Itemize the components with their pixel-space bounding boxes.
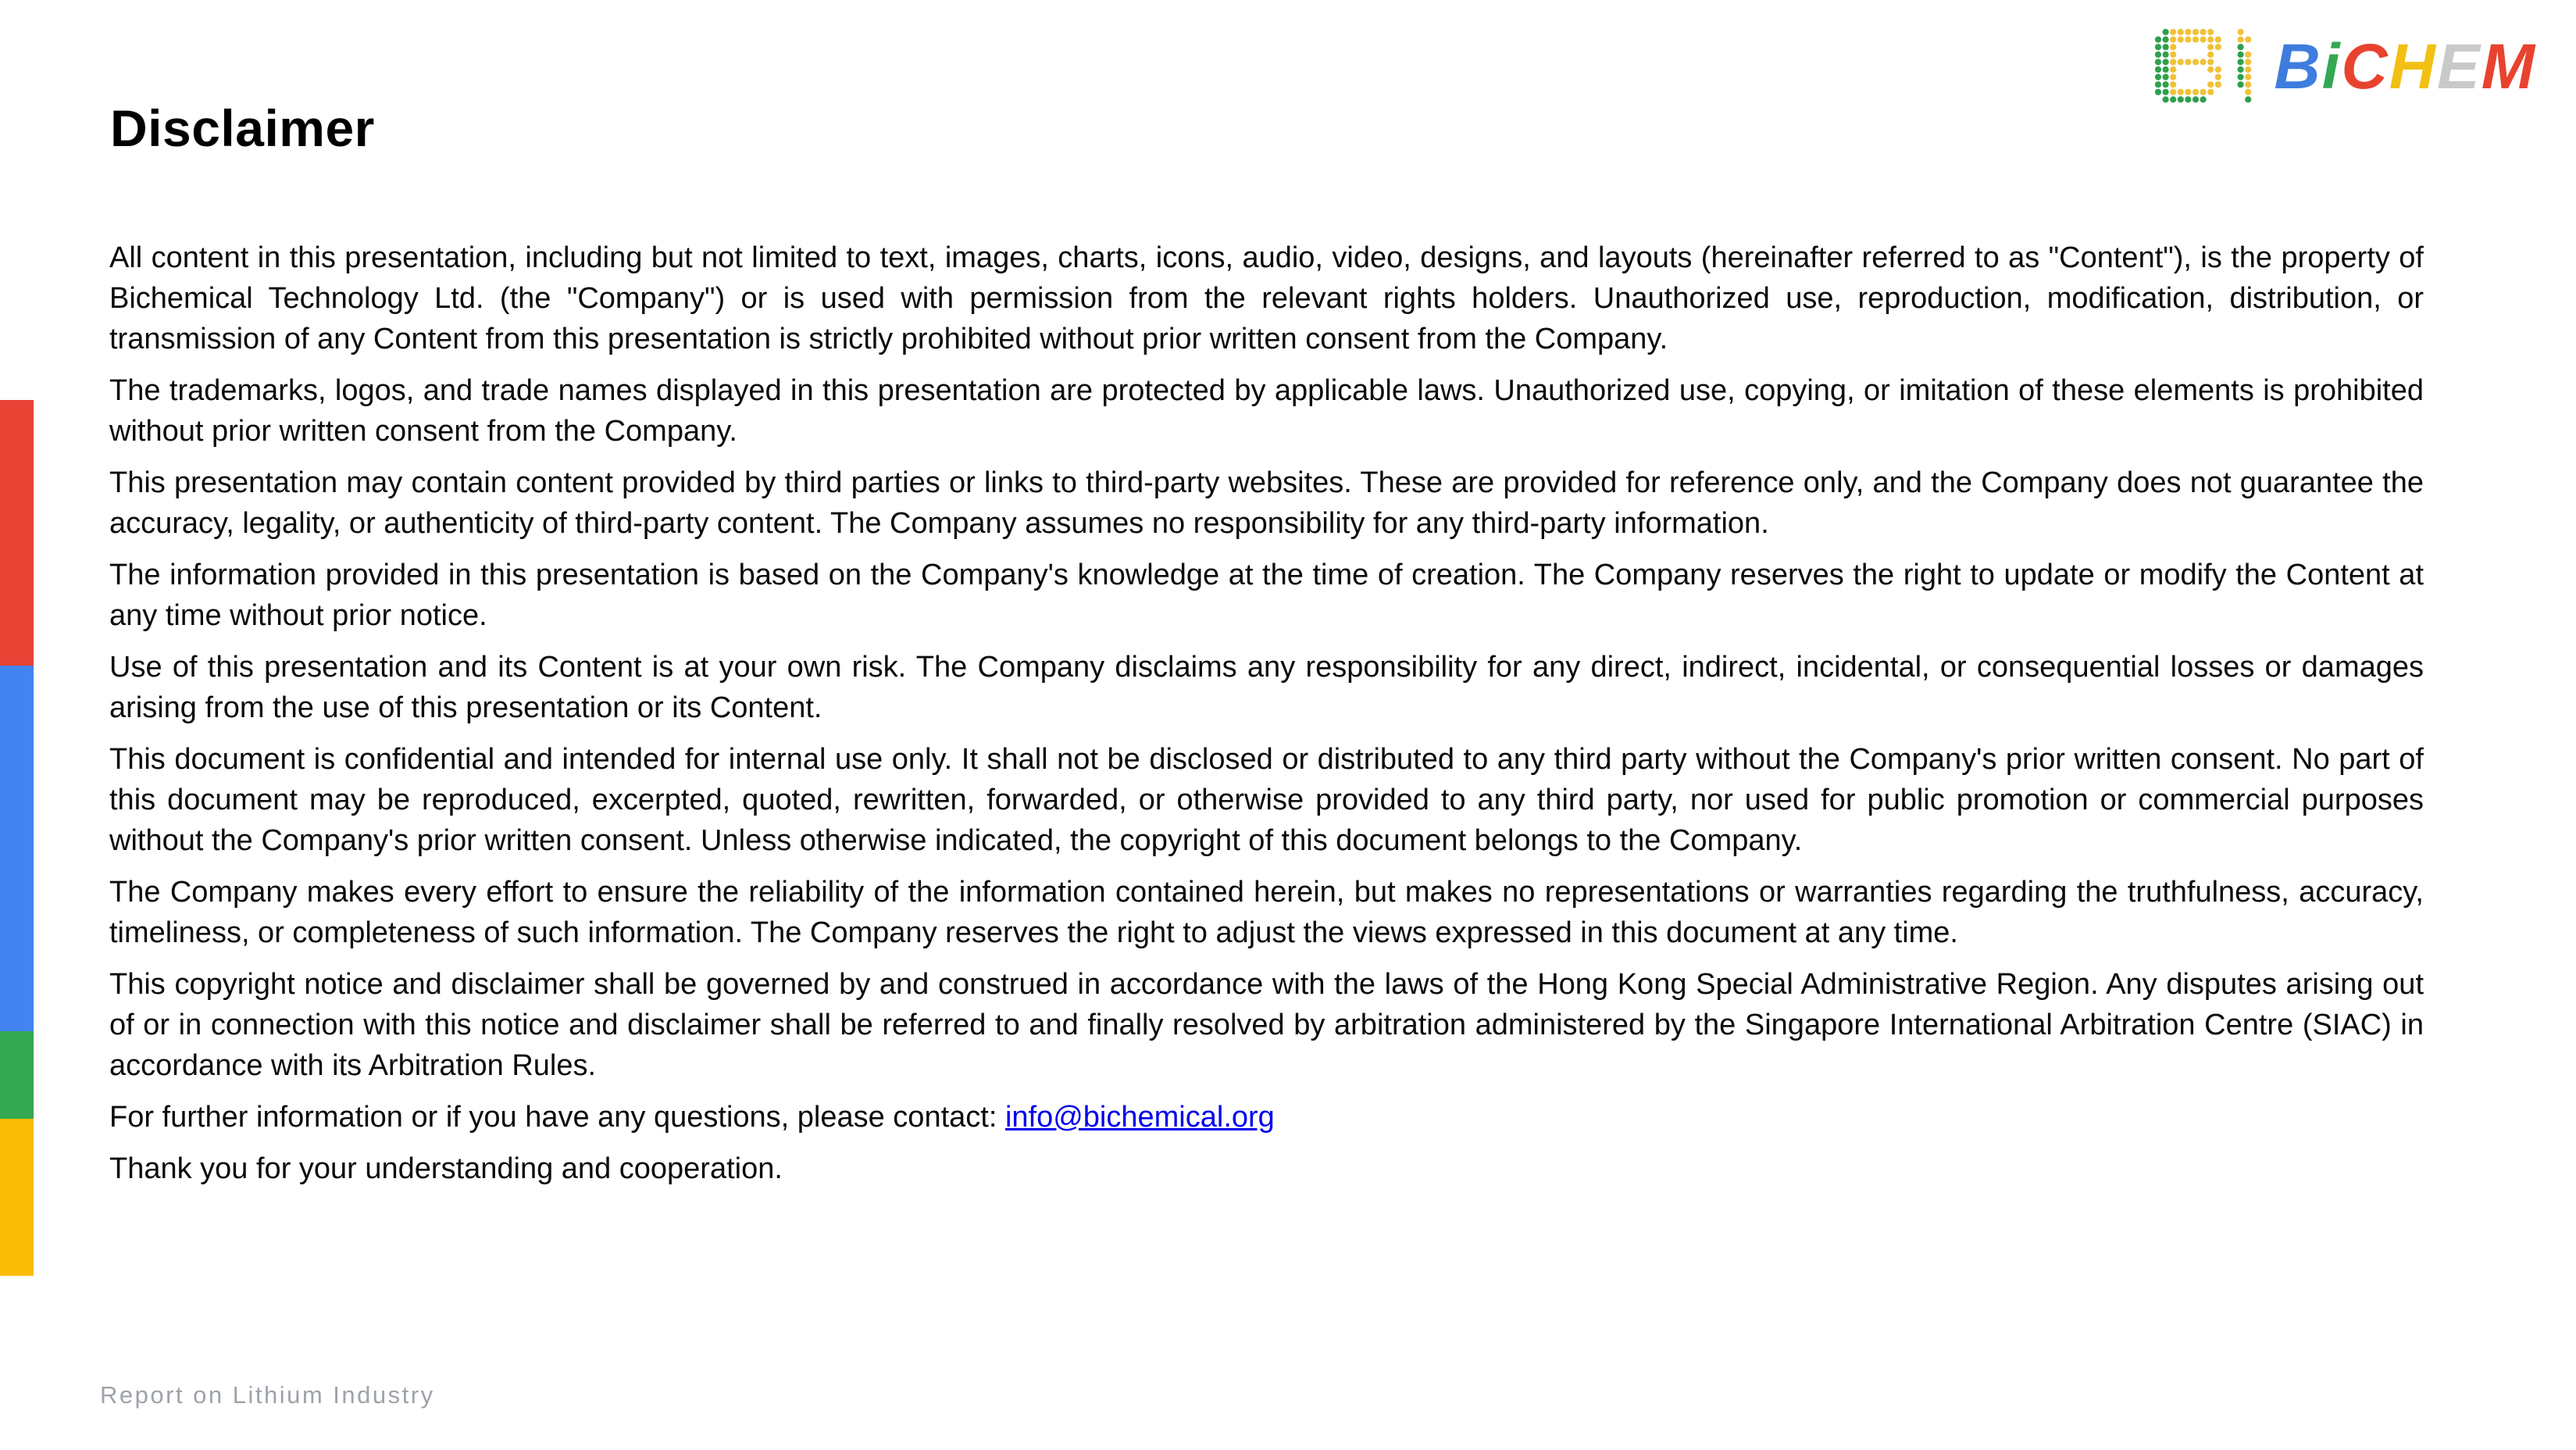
bichem-logo-mark-icon: [2154, 28, 2259, 106]
disclaimer-paragraph-knowledge: The information provided in this presentation is based on the Company's knowledge at the time of creation. The Company reserves the right to update or modify the Content at any time without prior notice.: [109, 559, 2424, 632]
wordmark-letter: C: [2341, 31, 2389, 102]
disclaimer-paragraph-closing: Thank you for your understanding and cooperation.: [109, 1152, 783, 1185]
wordmark-letter: i: [2321, 31, 2342, 102]
contact-email-link[interactable]: info@bichemical.org: [1004, 1101, 1275, 1134]
disclaimer-paragraph-confidential: This document is confidential and intended for internal use only. It shall not be disclosed or distributed to any third party without the Company's prior written consent. No part of this document may be reproduced, excerpted, quoted, rewritten, forwarded, or otherwise provided to any third party, nor used for public promotion or commercial purposes without the Company's prior written consent. Unless otherwise indicated, the copyright of this document belongs to the Company.: [109, 743, 2424, 857]
disclaimer-paragraph-third-party: This presentation may contain content provided by third parties or links to third-party websites. These are provided for reference only, and the Company does not guarantee the accuracy, legality, or authenticity of third-party content. The Company assumes no responsibility for any third-party information.: [109, 466, 2424, 540]
disclaimer-paragraph-reliability: The Company makes every effort to ensure the reliability of the information contained herein, but makes no representations or warranties regarding the truthfulness, accuracy, timeliness, or completeness of such information. The Company reserves the right to adjust the views expressed in this document at any time.: [109, 876, 2424, 949]
footer-report-label: Report on Lithium Industry: [100, 1381, 435, 1409]
disclaimer-paragraph-own-risk: Use of this presentation and its Content is at your own risk. The Company disclaims any responsibility for any direct, indirect, incidental, or consequential losses or damages arising from the use of this presentation or its Content.: [109, 651, 2424, 724]
disclaimer-paragraph-content-ownership: All content in this presentation, including but not limited to text, images, charts, icons, audio, video, designs, and layouts (hereinafter referred to as "Content"), is the property of Bichemical Technology Ltd. (the "Company") or is used with permission from the relevant rights holders. Unauthorized use, reproduction, modification, distribution, or transmission of any Content from this presentation is strictly prohibited without prior written consent from the Company.: [109, 241, 2424, 355]
contact-prefix-text: For further information or if you have any questions, please contact:: [109, 1101, 1005, 1134]
bichem-wordmark: [2275, 28, 2536, 106]
bichem-logo: [2154, 28, 2536, 106]
wordmark-letter: H: [2389, 31, 2437, 102]
wordmark-letter: M: [2481, 31, 2536, 102]
disclaimer-paragraph-trademarks: The trademarks, logos, and trade names displayed in this presentation are protected by applicable laws. Unauthorized use, copying, or imitation of these elements is prohibited without prior written consent from the Company.: [109, 374, 2424, 448]
page-title: Disclaimer: [110, 99, 375, 157]
disclaimer-paragraph-governing-law: This copyright notice and disclaimer shall be governed by and construed in accordance with the laws of the Hong Kong Special Administrative Region. Any disputes arising out of or in connection with this notice and disclaimer shall be referred to and finally resolved by arbitration administered by the Singapore International Arbitration Centre (SIAC) in accordance with its Arbitration Rules.: [109, 968, 2424, 1082]
wordmark-letter: B: [2274, 31, 2322, 102]
accent-bar-blue: [0, 666, 34, 1031]
wordmark-letter: E: [2436, 31, 2481, 102]
disclaimer-body: [109, 238, 2424, 1200]
accent-bar-green: [0, 1031, 34, 1119]
accent-bar-yellow: [0, 1119, 34, 1276]
disclaimer-paragraph-contact: [109, 1097, 2424, 1138]
accent-bar-red: [0, 400, 34, 666]
